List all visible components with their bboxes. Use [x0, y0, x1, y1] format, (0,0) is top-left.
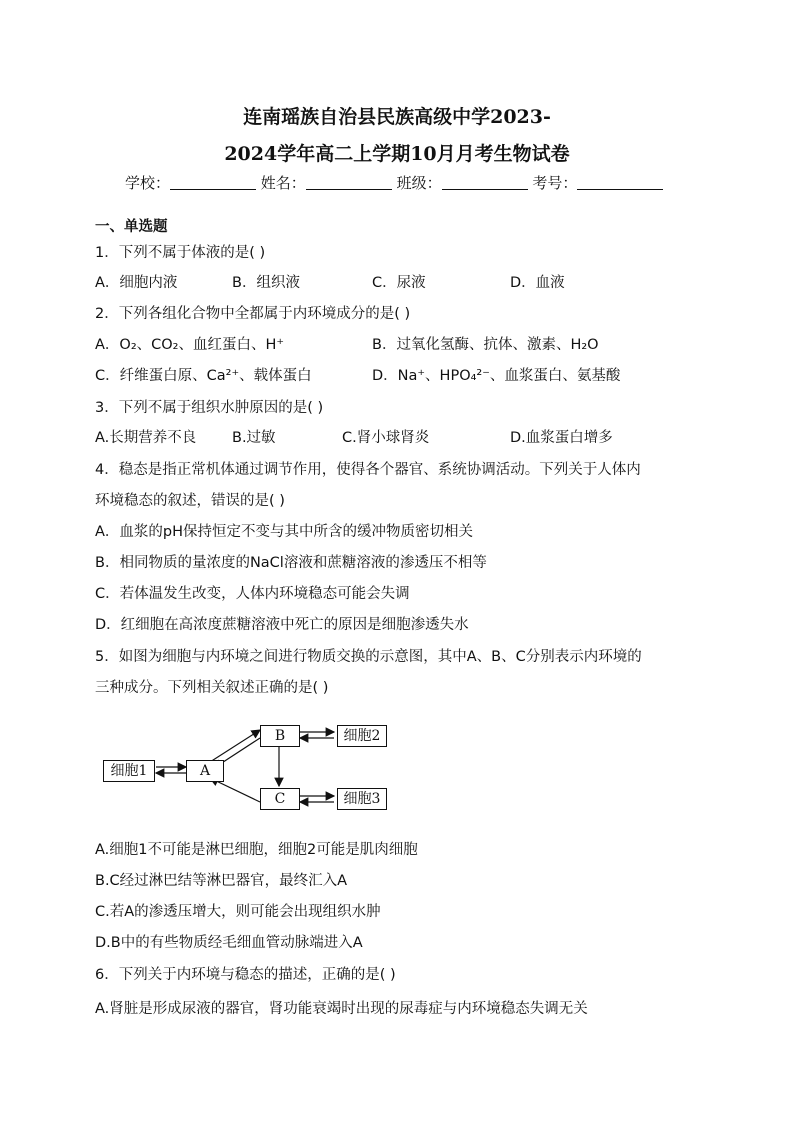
q5-option-a: A.细胞1不可能是淋巴细胞，细胞2可能是肌肉细胞 — [95, 842, 418, 858]
q1-option-d: D．血液 — [510, 275, 565, 291]
q3-option-c: C.肾小球肾炎 — [342, 430, 430, 446]
class-label: 班级： — [396, 174, 442, 192]
q5-option-b: B.C经过淋巴结等淋巴器官，最终汇入A — [95, 873, 348, 889]
arrow-a-to-b — [210, 730, 260, 762]
b-box: B — [260, 725, 300, 747]
q1-option-a: A．细胞内液 — [95, 275, 178, 291]
q2-option-c: C．纤维蛋白原、Ca²⁺、载体蛋白 — [95, 368, 312, 384]
cell2-box: 细胞2 — [337, 725, 387, 747]
q3-option-d: D.血浆蛋白增多 — [510, 430, 613, 446]
q1-option-c: C．尿液 — [372, 275, 426, 291]
q6-stem: 6．下列关于内环境与稳态的描述，正确的是( ) — [95, 967, 396, 983]
exam-no-label: 考号： — [532, 174, 578, 192]
section-heading: 一、单选题 — [95, 219, 168, 235]
q3-option-b: B.过敏 — [232, 430, 276, 446]
q5-option-c: C.若A的渗透压增大，则可能会出现组织水肿 — [95, 904, 381, 920]
q4-option-a: A．血浆的pH保持恒定不变与其中所含的缓冲物质密切相关 — [95, 524, 474, 540]
q2-option-a: A．O₂、CO₂、血红蛋白、H⁺ — [95, 337, 285, 353]
c-box: C — [260, 788, 300, 810]
q4-option-d: D．红细胞在高浓度蔗糖溶液中死亡的原因是细胞渗透失水 — [95, 617, 469, 633]
exam-title-line1: 连南瑶族自治县民族高级中学2023- — [243, 106, 551, 128]
exam-title-line2: 2024学年高二上学期10月月考生物试卷 — [224, 143, 570, 165]
cell3-box: 细胞3 — [337, 788, 387, 810]
student-info-row — [125, 172, 663, 193]
q5-option-d: D.B中的有些物质经毛细血管动脉端进入A — [95, 935, 363, 951]
q1-stem: 1．下列不属于体液的是( ) — [95, 245, 266, 261]
exchange-diagram — [100, 720, 400, 820]
q2-option-b: B．过氧化氢酶、抗体、激素、H₂O — [372, 337, 599, 353]
name-blank — [306, 175, 392, 190]
a-box: A — [186, 760, 224, 782]
school-label: 学校： — [125, 174, 171, 192]
q3-stem: 3．下列不属于组织水肿原因的是( ) — [95, 400, 324, 416]
q2-option-d: D．Na⁺、HPO₄²⁻、血浆蛋白、氨基酸 — [372, 368, 621, 384]
cell1-box: 细胞1 — [103, 760, 155, 782]
q2-stem: 2．下列各组化合物中全都属于内环境成分的是( ) — [95, 306, 411, 322]
q1-option-b: B．组织液 — [232, 275, 300, 291]
class-blank — [442, 175, 528, 190]
q4-stem-line1: 4．稳态是指正常机体通过调节作用，使得各个器官、系统协调活动。下列关于人体内 — [95, 462, 641, 478]
q4-stem-line2: 环境稳态的叙述，错误的是( ) — [95, 493, 285, 509]
q5-stem-line1: 5．如图为细胞与内环境之间进行物质交换的示意图，其中A、B、C分别表示内环境的 — [95, 649, 642, 665]
q4-option-b: B．相同物质的量浓度的NaCl溶液和蔗糖溶液的渗透压不相等 — [95, 555, 487, 571]
school-blank — [170, 175, 256, 190]
q3-option-a: A.长期营养不良 — [95, 430, 197, 446]
exam-no-blank — [577, 175, 663, 190]
name-label: 姓名： — [260, 174, 306, 192]
q4-option-c: C．若体温发生改变，人体内环境稳态可能会失调 — [95, 586, 410, 602]
q6-option-a: A.肾脏是形成尿液的器官，肾功能衰竭时出现的尿毒症与内环境稳态失调无关 — [95, 1001, 588, 1017]
q5-stem-line2: 三种成分。下列相关叙述正确的是( ) — [95, 680, 329, 696]
